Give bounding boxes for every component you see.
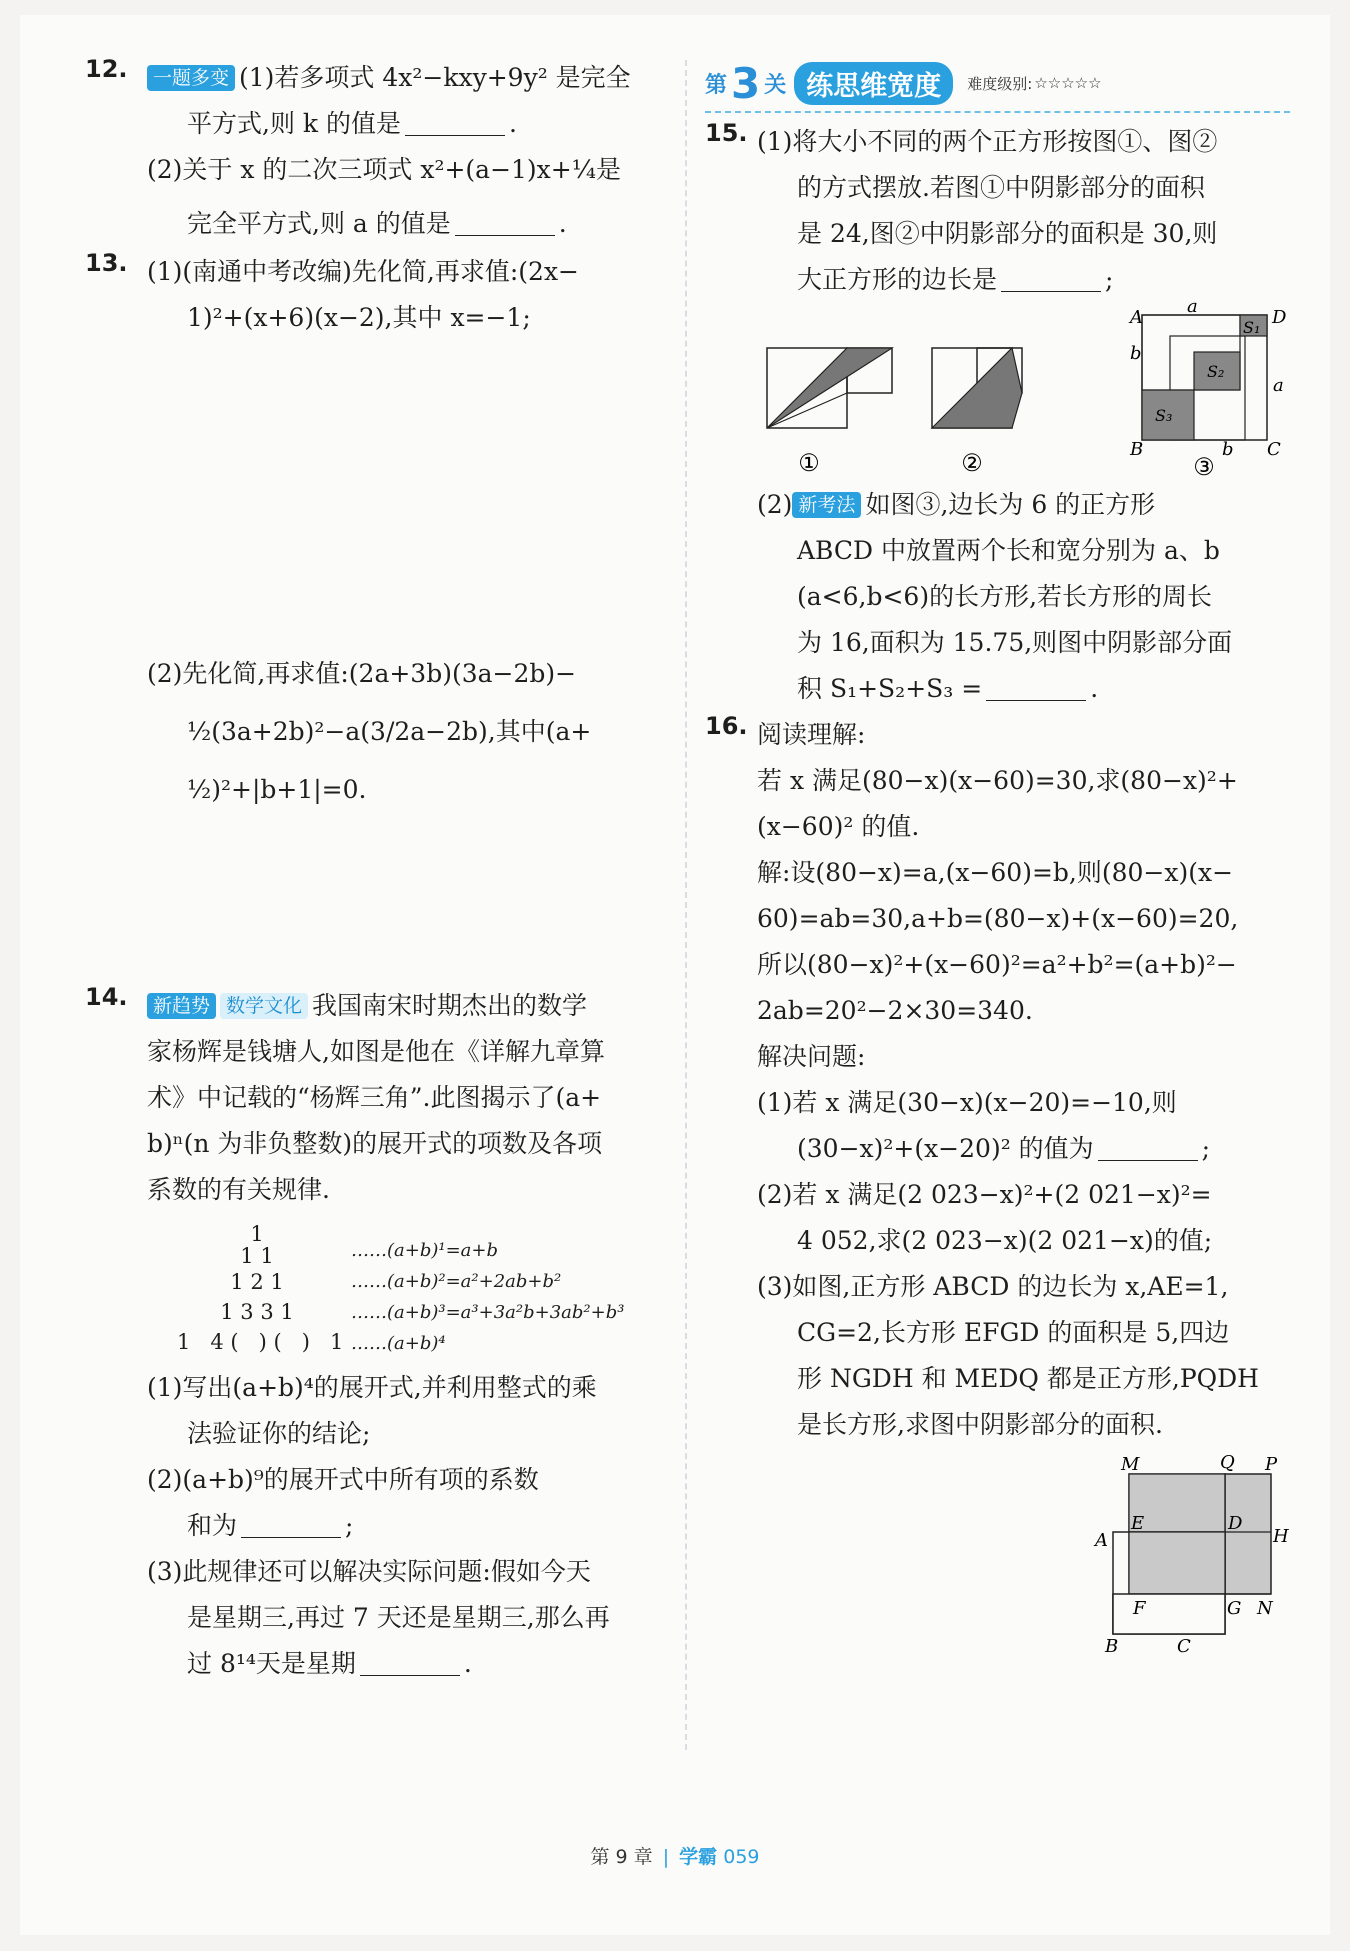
point-label: N	[1257, 1598, 1273, 1619]
brand-name: 学霸	[679, 1846, 718, 1868]
figure-label: ③	[1193, 453, 1215, 481]
section-header	[705, 55, 1290, 113]
triangle-row: 1 4 ( ) ( ) 1	[177, 1330, 344, 1354]
q14-part2-line1: (2)(a+b)⁹的展开式中所有项的系数	[147, 1465, 539, 1494]
section-prefix: 第	[705, 72, 728, 98]
q13-part1-line2: 1)²+(x+6)(x−2),其中 x=−1;	[187, 303, 531, 332]
point-label: P	[1265, 1454, 1278, 1475]
point-label: G	[1227, 1598, 1242, 1619]
q14-part1-line2: 法验证你的结论;	[187, 1419, 371, 1448]
yanghui-triangle	[177, 1223, 665, 1359]
q12-part2-line2: 完全平方式,则 a 的值是	[187, 209, 451, 238]
point-label: H	[1273, 1526, 1289, 1547]
q16-part3-line1: (3)如图,正方形 ABCD 的边长为 x,AE=1,	[757, 1272, 1229, 1301]
q13-part2-line1: (2)先化简,再求值:(2a+3b)(3a−2b)−	[147, 659, 577, 688]
q15-part2-line5: 积 S₁+S₂+S₃ =	[797, 674, 983, 703]
q12-part1-line2: 平方式,则 k 的值是	[187, 109, 401, 138]
q16-part3-line2: CG=2,长方形 EFGD 的面积是 5,四边	[797, 1318, 1230, 1347]
q16-line1: 若 x 满足(80−x)(x−60)=30,求(80−x)²+	[757, 766, 1238, 795]
question-number: 13.	[85, 249, 128, 277]
q12-part2-line1: (2)关于 x 的二次三项式 x²+(a−1)x+¼是	[147, 155, 621, 184]
tag-badge: 新考法	[792, 492, 861, 518]
q16-part3-line3: 形 NGDH 和 MEDQ 都是正方形,PQDH	[797, 1364, 1259, 1393]
answer-blank[interactable]	[241, 1537, 341, 1538]
question-number: 12.	[85, 55, 128, 83]
q14-part1-line1: (1)写出(a+b)⁴的展开式,并利用整式的乘	[147, 1373, 597, 1402]
q12-part1-line1: (1)若多项式 4x²−kxy+9y² 是完全	[239, 63, 631, 92]
page-number: 059	[723, 1846, 760, 1868]
q14-part3-line1: (3)此规律还可以解决实际问题:假如今天	[147, 1557, 591, 1586]
answer-blank[interactable]	[360, 1675, 460, 1676]
question-16: 16. 阅读理解: 若 x 满足(80−x)(x−60)=30,求(80−x)²+ (x−60)² 的值. 解:设(80−x)=a,(x−60)=b,则(80−x)(x− 60)=ab=30,a+b=(80−x)+(x−60)=20, 所以(80−x)²+(x−60)²=a²+b²=(a+b)²− 2ab=20²−2×30=340. 解决问题: (1)若 x 满足(30−x)(x−20)=−10,则 (30−x)²+(x−20)² 的值为 ; (2)若 x 满足(2 023−x)²+(2 021−x)²= 4 052,求(2 023−x)(2 021−x)的值; (3)如图,正方形 ABCD 的边长为 x,AE=1, CG=2,长方形 EFGD 的面积是 5,四边 形 NGDH 和 MEDQ 都是正方形,PQDH 是长方形,求图中阴影部分的面积. M Q P E A D H F G N B C	[705, 712, 1289, 1657]
point-label: B	[1105, 1636, 1119, 1657]
point-label: D	[1272, 307, 1287, 328]
length-label: b	[1130, 343, 1142, 364]
q16-part1-line2: (30−x)²+(x−20)² 的值为	[797, 1134, 1094, 1163]
q16-figure	[1077, 1452, 1289, 1657]
triangle-row: 1 1	[240, 1244, 274, 1268]
section-title: 练思维宽度	[794, 62, 953, 105]
page-footer	[0, 1842, 1350, 1869]
answer-blank[interactable]	[405, 135, 505, 136]
q15-part1-line4: 大正方形的边长是	[797, 265, 998, 294]
area-label: S₂	[1207, 362, 1225, 381]
question-14: 14. 新趋势 数学文化 我国南宋时期杰出的数学 家杨辉是钱塘人,如图是他在《详解九章算 术》中记载的“杨辉三角”.此图揭示了(a+ b)ⁿ(n 为非负整数)的展开式的项数及各项 系数的有关规律. 1 1 1 1 2 1 1 3 3 1 1 4 ( ) ( ) 1 ……(a+b)¹=a+b ……(a+b)²=a²+2ab+b² ……(a+b)³=a³+3a²b+3ab²+b³ ……(a+b)⁴ (1)写出(a+b)⁴的展开式,并利用整式的乘 法验证你的结论; (2)(a+b)⁹的展开式中所有项的系数 和为 ; (3)此规律还可以解决实际问题:假如今天 是星期三,再过 7 天还是星期三,那么再 过 8¹⁴天是星期 .	[85, 983, 665, 1687]
q14-part2-line2: 和为	[187, 1511, 238, 1540]
point-label: B	[1130, 439, 1144, 460]
answer-space[interactable]	[147, 341, 665, 651]
q16-line3: 解:设(80−x)=a,(x−60)=b,则(80−x)(x−	[757, 858, 1234, 887]
question-12: 12. 一题多变 (1)若多项式 4x²−kxy+9y² 是完全 平方式,则 k 的值是 . (2)关于 x 的二次三项式 x²+(a−1)x+¼是 完全平方式,则 a 的值是 .	[85, 55, 631, 238]
right-column	[705, 55, 1290, 1658]
q16-head: 阅读理解:	[757, 720, 866, 749]
question-number: 14.	[85, 983, 128, 1011]
q16-part2-line1: (2)若 x 满足(2 023−x)²+(2 021−x)²=	[757, 1180, 1212, 1209]
answer-blank[interactable]	[455, 235, 555, 236]
q14-part3-line3: 过 8¹⁴天是星期	[187, 1649, 356, 1678]
length-label: a	[1273, 375, 1284, 396]
section-number: 3	[731, 58, 761, 108]
triangle-row: 1 2 1	[230, 1270, 284, 1294]
length-label: a	[1187, 296, 1198, 317]
figure-label: ②	[961, 449, 983, 477]
q16-part1-line1: (1)若 x 满足(30−x)(x−20)=−10,则	[757, 1088, 1177, 1117]
triangle-expansion: ……(a+b)²=a²+2ab+b²	[351, 1271, 562, 1292]
answer-blank[interactable]	[1098, 1160, 1198, 1161]
q15-part1-line3: 是 24,图②中阴影部分的面积是 30,则	[797, 219, 1218, 248]
length-label: b	[1222, 439, 1234, 460]
triangle-expansion: ……(a+b)⁴	[351, 1333, 446, 1354]
triangle-row: 1 3 3 1	[220, 1300, 294, 1324]
q16-line6: 2ab=20²−2×30=340.	[757, 996, 1033, 1025]
q14-intro-line5: 系数的有关规律.	[147, 1175, 330, 1204]
q14-part3-line2: 是星期三,再过 7 天还是星期三,那么再	[187, 1603, 610, 1632]
answer-blank[interactable]	[986, 700, 1086, 701]
question-number: 15.	[705, 119, 748, 147]
column-divider	[685, 60, 687, 1750]
q15-part2-line4: 为 16,面积为 15.75,则图中阴影部分面	[797, 628, 1233, 657]
q14-intro-line2: 家杨辉是钱塘人,如图是他在《详解九章算	[147, 1037, 605, 1066]
q16-line5: 所以(80−x)²+(x−60)²=a²+b²=(a+b)²−	[757, 950, 1237, 979]
point-label: Q	[1220, 1452, 1235, 1473]
figure-1	[767, 348, 892, 477]
point-label: A	[1095, 1530, 1108, 1551]
q16-line2: (x−60)² 的值.	[757, 812, 920, 841]
question-number: 16.	[705, 712, 748, 740]
q14-intro-line3: 术》中记载的“杨辉三角”.此图揭示了(a+	[147, 1083, 602, 1112]
q15-part2-prefix: (2)	[757, 490, 793, 519]
point-label: F	[1133, 1598, 1146, 1619]
point-label: A	[1130, 307, 1143, 328]
q16-line4: 60)=ab=30,a+b=(80−x)+(x−60)=20,	[757, 904, 1239, 933]
q15-part2-line3: (a<6,b<6)的长方形,若长方形的周长	[797, 582, 1213, 611]
figure-2	[932, 348, 1022, 477]
q14-intro-line4: b)ⁿ(n 为非负整数)的展开式的项数及各项	[147, 1129, 603, 1158]
q16-line7: 解决问题:	[757, 1042, 866, 1071]
q16-part2-line2: 4 052,求(2 023−x)(2 021−x)的值;	[797, 1226, 1213, 1255]
q15-part2-line1: 如图③,边长为 6 的正方形	[865, 490, 1156, 519]
q13-part2-line2: ½(3a+2b)²−a(3/2a−2b),其中(a+	[187, 717, 592, 746]
area-label: S₁	[1243, 318, 1261, 337]
answer-blank[interactable]	[1001, 291, 1101, 292]
q13-part2-line3: ½)²+|b+1|=0.	[187, 775, 367, 804]
q16-part3-line4: 是长方形,求图中阴影部分的面积.	[797, 1410, 1163, 1439]
left-column	[85, 55, 665, 1687]
question-13	[85, 249, 665, 983]
section-suffix: 关	[764, 72, 787, 98]
tag-badge: 数学文化	[220, 993, 308, 1019]
q15-part1-line2: 的方式摆放.若图①中阴影部分的面积	[797, 173, 1205, 202]
q14-intro-line1: 我国南宋时期杰出的数学	[312, 991, 588, 1020]
question-15: 15. (1)将大小不同的两个正方形按图①、图② 的方式摆放.若图①中阴影部分的面积 是 24,图②中阴影部分的面积是 30,则 大正方形的边长是 ; ① ② A D B C a b a b S₁ S₂ S₃ ③ (2) 新考法 如图③,边长为 6 的正方形 ABCD 中放置两个长和宽分别为 a、b (a<6,b<6)的长方形,若长方形的周长 为 16,面积为 15.75,则图中阴影部分面 积 S₁+S₂+S₃ = .	[705, 119, 1287, 703]
point-label: M	[1121, 1454, 1140, 1475]
triangle-row: 1	[250, 1222, 264, 1246]
q15-part1-line1: (1)将大小不同的两个正方形按图①、图②	[757, 127, 1218, 156]
difficulty-label: 难度级别:	[967, 74, 1033, 93]
figure-label: ①	[798, 449, 820, 477]
area-label: S₃	[1155, 406, 1173, 425]
footer-separator: |	[662, 1846, 670, 1868]
triangle-expansion: ……(a+b)³=a³+3a²b+3ab²+b³	[351, 1302, 625, 1323]
point-label: D	[1228, 1513, 1243, 1534]
q13-part1-line1: (1)(南通中考改编)先化简,再求值:(2x−	[147, 257, 579, 286]
triangle-expansion: ……(a+b)¹=a+b	[351, 1240, 499, 1261]
answer-space[interactable]	[147, 813, 665, 983]
point-label: E	[1131, 1513, 1145, 1534]
point-label: C	[1177, 1636, 1191, 1657]
chapter-label: 第 9 章	[590, 1846, 653, 1868]
q15-figures	[747, 296, 1287, 481]
tag-badge: 新趋势	[147, 993, 216, 1019]
figure-3	[1128, 296, 1287, 481]
point-label: C	[1267, 439, 1281, 460]
tag-badge: 一题多变	[147, 65, 235, 91]
difficulty-stars: ☆☆☆☆☆	[1034, 74, 1102, 92]
q15-part2-line2: ABCD 中放置两个长和宽分别为 a、b	[797, 536, 1220, 565]
